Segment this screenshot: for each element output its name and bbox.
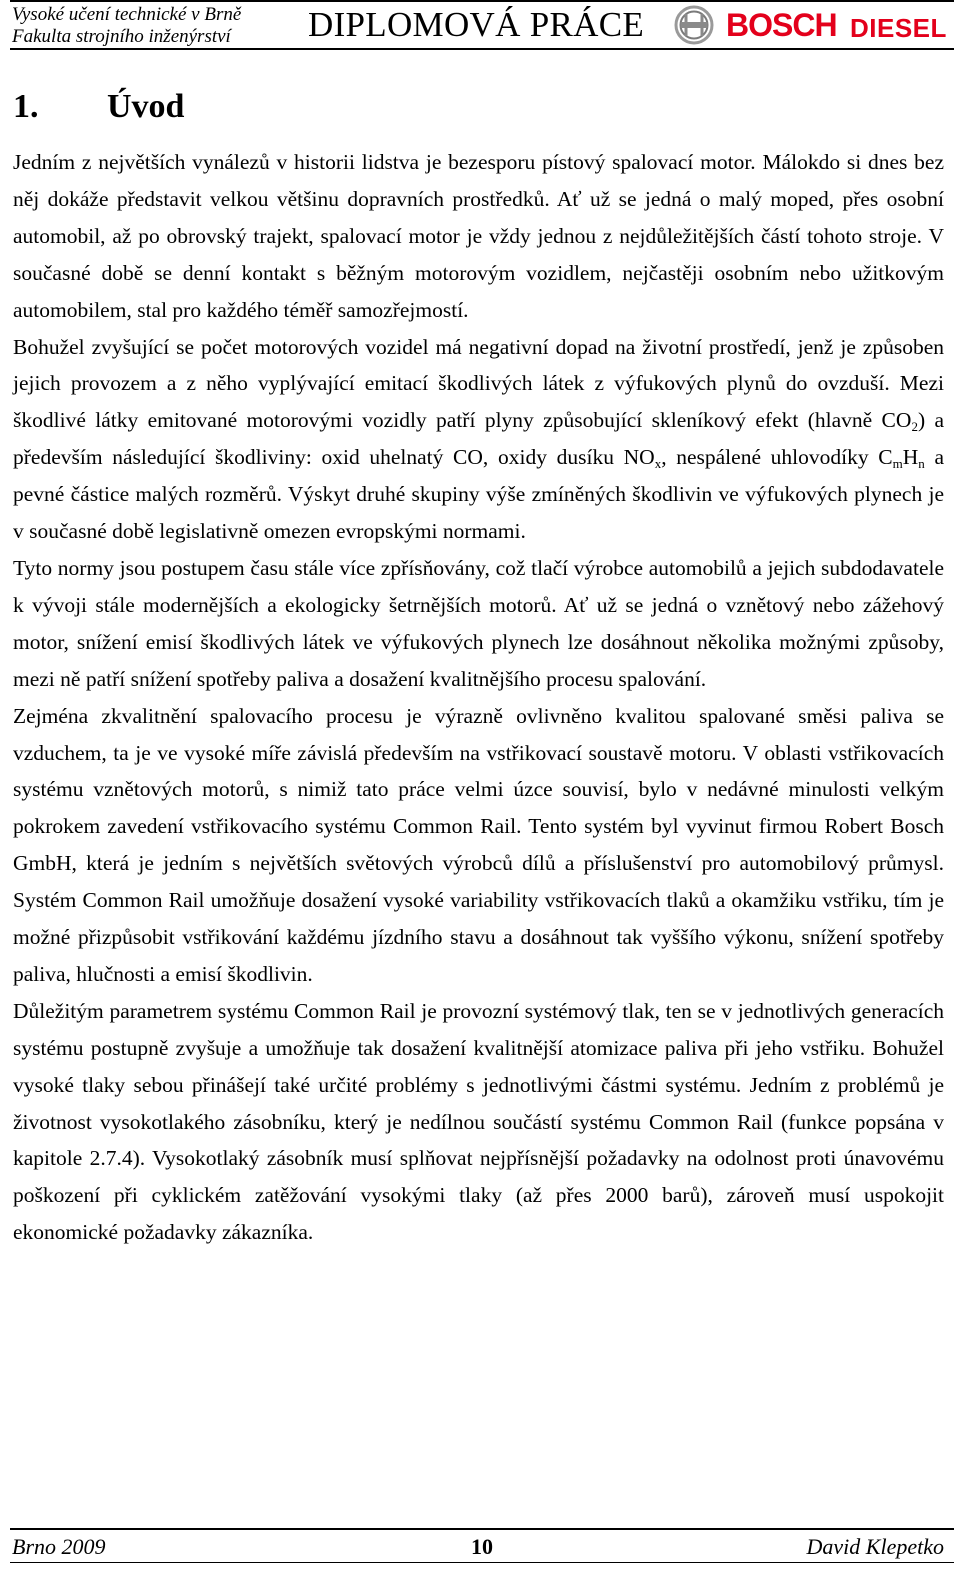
footer-place-year: Brno 2009 bbox=[12, 1534, 106, 1559]
document-type-title: DIPLOMOVÁ PRÁCE bbox=[308, 5, 645, 44]
subscript: 2 bbox=[911, 419, 918, 435]
footer-author: David Klepetko bbox=[806, 1534, 944, 1559]
body-text bbox=[13, 144, 944, 1251]
header-separator bbox=[662, 2, 664, 48]
paragraph-pressure: Důležitým parametrem systému Common Rail je provozní systémový tlak, ten se v jednotlivých generacích systému postupně zvyšuje a umožňuje tak dosažení kvalitnější atomizace paliva při jeho vstřiku. Bohužel vysoké tlaky sebou přinášejí také určité problémy s jednotlivými částmi systému. Jedním z problémů je životnost vysokotlakého zásobníku, který je nedílnou součástí systému Common Rail (funkce popsána v kapitole 2.7.4). Vysokotlaký zásobník musí splňovat nejpřísnější požadavky na odolnost proti únavovému poškození při cyklickém zatěžování vysokými tlaky (až přes 2000 barů), zároveň musí uspokojit ekonomické požadavky zákazníka. bbox=[13, 998, 944, 1245]
footer-top-rule bbox=[10, 1528, 954, 1530]
header-bottom-rule bbox=[10, 48, 954, 50]
bosch-wordmark: BOSCH bbox=[726, 7, 837, 43]
page-header bbox=[10, 0, 954, 50]
text-run: Bohužel zvyšující se počet motorových vozidel má negativní dopad na životní prostředí, jenž je způsoben jejich provozem a z něho vyplývající emitací škodlivých látek z výfukových plynů do ovzduší. Mezi škodlivé látky emitované motorovými vozidly patří plyny způsobující skleníkový efekt (hlavně CO bbox=[13, 334, 944, 433]
paragraph-emissions bbox=[13, 329, 944, 550]
section-number: 1. bbox=[13, 88, 39, 125]
subscript: x bbox=[654, 456, 662, 472]
page-number: 10 bbox=[471, 1534, 493, 1559]
text-run: a pevné částice malých rozměrů. Výskyt druhé skupiny výše zmíněných škodlivin ve výfukových plynech je v současné době legislativně omezen evropskými normami. bbox=[13, 445, 944, 544]
subscript: n bbox=[918, 456, 925, 472]
page-footer bbox=[10, 1524, 954, 1568]
diesel-wordmark: DIESEL bbox=[850, 13, 947, 43]
header-top-rule bbox=[10, 0, 954, 2]
subscript: m bbox=[892, 456, 903, 472]
faculty-name: Fakulta strojního inženýrství bbox=[12, 26, 231, 47]
university-name: Vysoké učení technické v Brně bbox=[12, 4, 242, 25]
text-run: H bbox=[902, 445, 919, 470]
paragraph-common-rail: Zejména zkvalitnění spalovacího procesu je výrazně ovlivněno kvalitou spalované směsi paliva se vzduchem, ta je ve vysoké míře závislá především na vstřikovací soustavě motoru. V oblasti vstřikovacích systému vznětových motorů, s nimiž tato práce velmi úzce souvisí, bylo v nedávné minulosti velkým pokrokem zavedení vstřikovacího systému Common Rail. Tento systém byl vyvinut firmou Robert Bosch GmbH, která je jedním s největších světových výrobců dílů a příslušenství pro automobilový průmysl. Systém Common Rail umožňuje dosažení vysoké variability vstřikovacích tlaků a okamžiku vstřiku, tím je možné přizpůsobit vstřikování každému jízdního stavu a dosáhnout tak vyššího výkonu, snížení spotřeby paliva, hlučnosti a emisí škodlivin. bbox=[13, 703, 944, 986]
school-name bbox=[12, 4, 241, 48]
paragraph-norms: Tyto normy jsou postupem času stále více zpřísňovány, což tlačí výrobce automobilů a jejich subdodavatele k vývoji stále modernějších a ekologicky šetrnějších motorů. Ať už se jedná o vznětový nebo zážehový motor, snížení emisí škodlivých látek ve výfukových plynech lze dosáhnout několika možnými způsoby, mezi ně patří snížení spotřeby paliva a dosažení kvalitnějšího procesu spalování. bbox=[13, 555, 944, 691]
text-run: , nespálené uhlovodíky C bbox=[661, 445, 893, 470]
footer-bottom-rule bbox=[10, 1562, 954, 1563]
text-run: ) a především následující škodliviny: oxid uhelnatý CO, oxidy dusíku NO bbox=[13, 408, 945, 470]
bosch-diesel-logo bbox=[674, 3, 954, 47]
bosch-armature-icon bbox=[674, 5, 714, 45]
section-heading bbox=[13, 84, 184, 130]
header-separator bbox=[298, 2, 300, 48]
section-title: Úvod bbox=[107, 88, 185, 125]
paragraph-intro: Jedním z největších vynálezů v historii lidstva je bezesporu pístový spalovací motor. Málokdo si dnes bez něj dokáže představit velkou většinu dopravních prostředků. Ať už se jedná o malý moped, přes osobní automobil, až po obrovský trajekt, spalovací motor je vždy jednou z nejdůležitějších částí tohoto stroje. V současné době se denní kontakt s běžným motorovým vozidlem, nejčastěji osobním nebo užitkovým automobilem, stal pro každého téměř samozřejmostí. bbox=[13, 150, 944, 322]
